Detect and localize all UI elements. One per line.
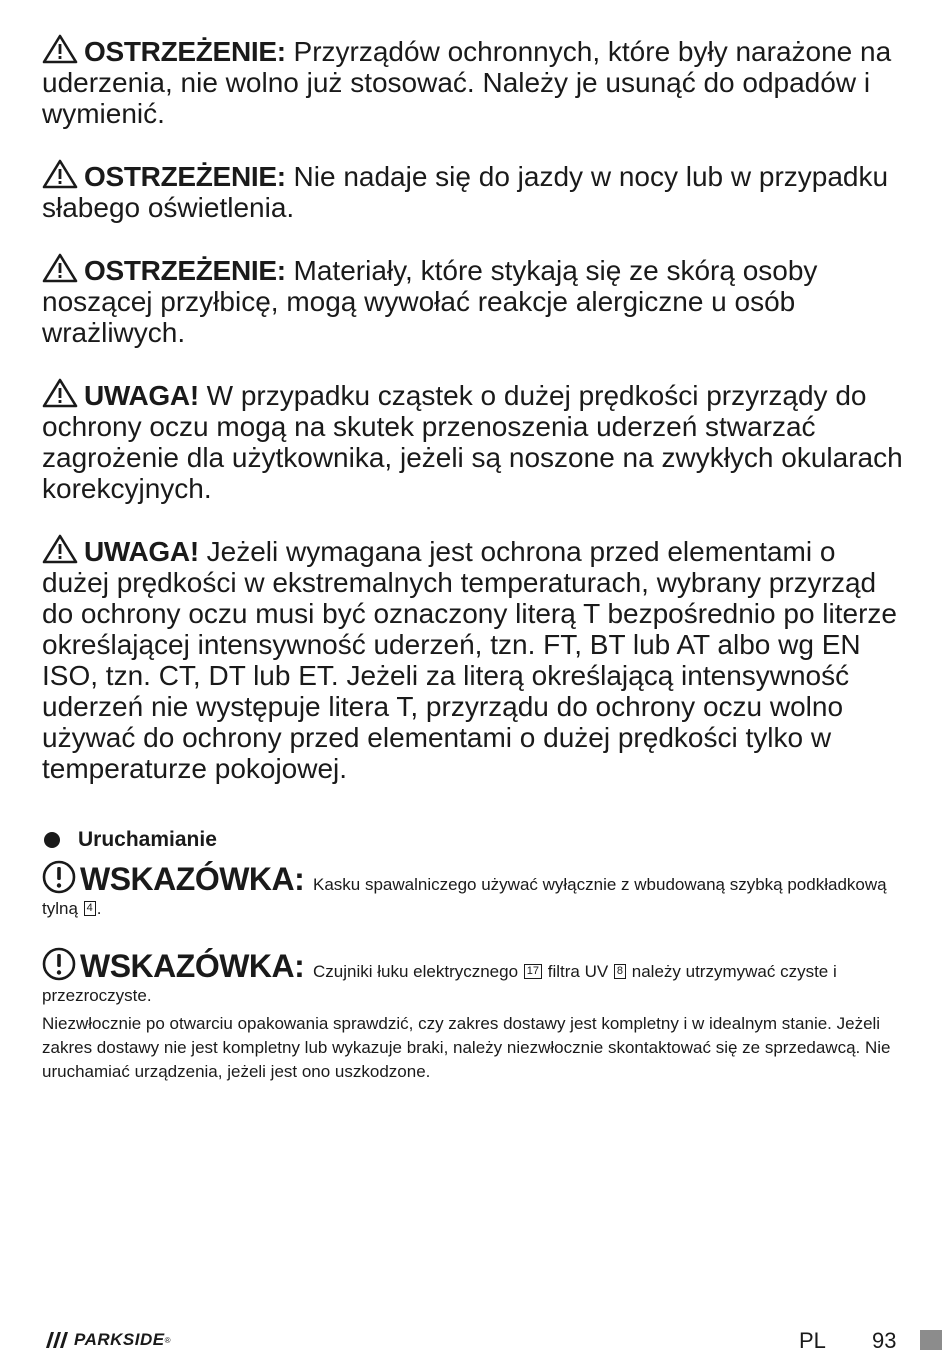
page-content: [42, 34, 908, 1084]
section-heading: [42, 828, 908, 852]
caution-1: [42, 378, 908, 504]
warning-1: [42, 34, 908, 129]
note-keyword: WSKAZÓWKA:: [80, 861, 305, 897]
warning-keyword: OSTRZEŻENIE:: [84, 36, 286, 67]
warning-text: Przyrządów ochronnych, które były narażone na uderzenia, nie wolno już stosować. Należy je usunąć do odpadów i wymienić.: [42, 36, 892, 129]
section-title: Uruchamianie: [78, 828, 217, 851]
parkside-stripes-icon: [42, 1332, 68, 1348]
brand-name: PARKSIDE: [74, 1330, 165, 1349]
delivery-check-paragraph: Niezwłocznie po otwarciu opakowania sprawdzić, czy zakres dostawy jest kompletny i w idealnym stanie. Jeżeli zakres dostawy nie jest kompletny lub wykazuje braki, należy niezwłocznie skontaktować się ze sprzedawcą. Nie uruchamiać urządzenia, jeżeli jest ono uszkodzone.: [42, 1014, 891, 1081]
warning-3: [42, 253, 908, 348]
bullet-icon: [44, 832, 60, 848]
warning-keyword: OSTRZEŻENIE:: [84, 255, 286, 286]
exclamation-circle-icon: [42, 860, 76, 894]
warning-text: Nie nadaje się do jazdy w nocy lub w przypadku słabego oświetlenia.: [42, 161, 889, 223]
note-2: [42, 947, 908, 1008]
caution-text: W przypadku cząstek o dużej prędkości przyrządy do ochrony oczu mogą na skutek przenoszenia uderzeń stwarzać zagrożenie dla użytkownika, jeżeli są noszone na zwykłych okularach korekcyjnych.: [42, 380, 903, 504]
caution-text: Jeżeli wymagana jest ochrona przed elementami o dużej prędkości w ekstremalnych temperaturach, wybrany przyrząd do ochrony oczu musi być oznaczony literą T bezpośrednio po literze określającej intensywność uderzeń, tzn. FT, BT lub AT albo wg EN ISO, tzn. CT, DT lub ET. Jeżeli za literą określającą intensywność uderzeń nie występuje litera T, przyrządu do ochrony oczu wolno używać do ochrony przed elementami o dużej prędkości tylko w temperaturze pokojowej.: [42, 536, 897, 784]
brand-logo: [42, 1330, 171, 1350]
warning-triangle-icon: [42, 159, 78, 189]
page-marker: [920, 1330, 942, 1350]
note-text: Czujniki łuku elektrycznego: [308, 962, 523, 981]
registered-mark-icon: ®: [164, 1335, 171, 1345]
warning-triangle-icon: [42, 534, 78, 564]
exclamation-circle-icon: [42, 947, 76, 981]
note-1: [42, 860, 908, 921]
warning-triangle-icon: [42, 253, 78, 283]
note-text-end: .: [96, 899, 102, 918]
caution-2: [42, 534, 908, 784]
language-code: PL: [799, 1328, 826, 1353]
part-ref-17: 17: [524, 964, 542, 979]
part-ref-4: 4: [84, 901, 96, 916]
part-ref-8: 8: [614, 964, 626, 979]
caution-keyword: UWAGA!: [84, 536, 199, 567]
page-footer: [42, 1326, 930, 1356]
note-keyword: WSKAZÓWKA:: [80, 948, 305, 984]
warning-triangle-icon: [42, 34, 78, 64]
page-number: 93: [872, 1328, 897, 1353]
note-text-mid: filtra UV: [543, 962, 613, 981]
note-text-end: należy utrzymywać czyste i przezroczyste.: [42, 962, 837, 1005]
warning-2: [42, 159, 908, 223]
caution-keyword: UWAGA!: [84, 380, 199, 411]
warning-keyword: OSTRZEŻENIE:: [84, 161, 286, 192]
warning-text: Materiały, które stykają się ze skórą osoby noszącej przyłbicę, mogą wywołać reakcje alergiczne u osób wrażliwych.: [42, 255, 818, 348]
note-text: Kasku spawalniczego używać wyłącznie z wbudowaną szybką podkładkową tylną: [42, 875, 887, 918]
warning-triangle-icon: [42, 378, 78, 408]
